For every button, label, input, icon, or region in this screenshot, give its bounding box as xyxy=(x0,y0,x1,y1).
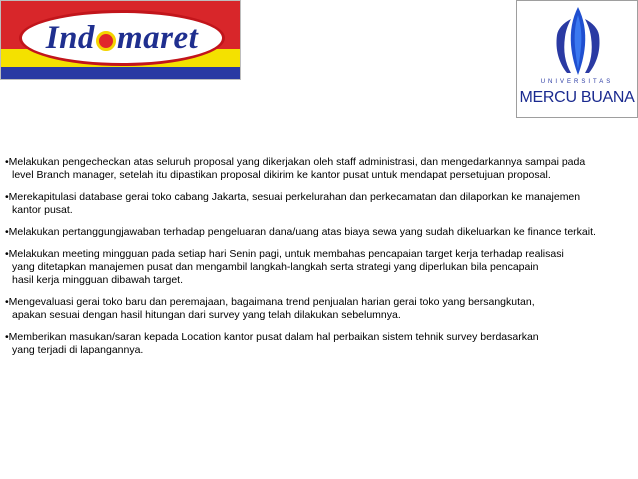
logo-text-start: Ind xyxy=(45,19,95,56)
bullet-line: apakan sesuai dengan hasil hitungan dari survey yang telah dilakukan sebelumnya. xyxy=(12,309,401,321)
bullet-line: •Melakukan meeting mingguan pada setiap hari Senin pagi, untuk membahas pencapaian target kerja terhadap realisasi xyxy=(5,248,564,260)
bullet-line: yang ditetapkan manajemen pusat dan mengambil langkah-langkah serta strategi yang diperlukan bila pencapain xyxy=(12,261,539,273)
logo-wordmark xyxy=(19,10,225,66)
bullet-line: •Melakukan pertanggungjawaban terhadap pengeluaran dana/uang atas biaya sewa yang sudah dikeluarkan ke finance terkait. xyxy=(5,226,596,238)
bullet-line: •Memberikan masukan/saran kepada Location kantor pusat dalam hal perbaikan sistem tehnik survey berdasarkan xyxy=(5,331,539,343)
bullet-item xyxy=(5,226,625,239)
logo-text-end: maret xyxy=(116,19,199,56)
responsibilities-list xyxy=(5,156,625,366)
logo-o-circle xyxy=(96,31,116,51)
bullet-line: level Branch manager, setelah itu dipastikan proposal dikirim ke kantor pusat untuk mendapat persetujuan proposal. xyxy=(12,169,551,181)
mercu-buana-emblem-icon xyxy=(553,5,603,77)
bullet-line: •Mengevaluasi gerai toko baru dan peremajaan, bagaimana trend penjualan harian gerai toko yang bersangkutan, xyxy=(5,296,535,308)
bullet-line: hasil kerja mingguan dibawah target. xyxy=(12,274,184,286)
bullet-item xyxy=(5,296,625,322)
bullet-line: yang terjadi di lapangannya. xyxy=(12,344,144,356)
mercu-universitas-label: UNIVERSITAS xyxy=(540,79,614,85)
bullet-item xyxy=(5,248,625,287)
bullet-item xyxy=(5,191,625,217)
bullet-item xyxy=(5,331,625,357)
bullet-line: •Melakukan pengecheckan atas seluruh proposal yang dikerjakan oleh staff administrasi, dan mengedarkannya sampai pada xyxy=(5,156,586,168)
bullet-line: kantor pusat. xyxy=(12,204,73,216)
mercu-buana-logo xyxy=(516,0,638,118)
mercu-buana-name: MERCU BUANA xyxy=(519,89,635,106)
bullet-line: •Merekapitulasi database gerai toko cabang Jakarta, sesuai perkelurahan dan perkecamatan dan dilaporkan ke manajemen xyxy=(5,191,581,203)
logo-blue-band xyxy=(1,67,240,79)
bullet-item xyxy=(5,156,625,182)
indomaret-logo xyxy=(0,0,241,80)
